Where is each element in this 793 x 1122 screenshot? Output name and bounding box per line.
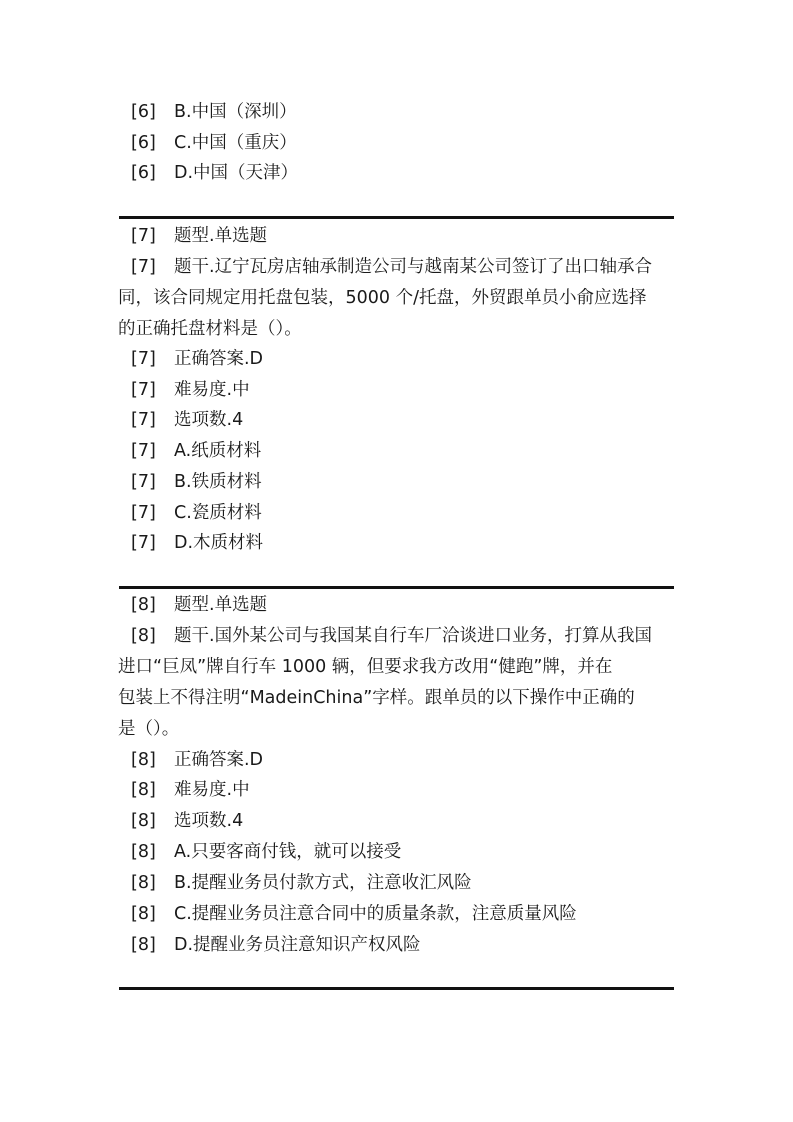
question-tag: [6] <box>131 102 156 122</box>
question-type: 题型.单选题 <box>174 226 268 246</box>
question-tag: [8] <box>131 780 156 800</box>
answer-text: 正确答案.D <box>174 349 264 369</box>
question-tag: [7] <box>131 380 156 400</box>
question-tag: [6] <box>131 163 156 183</box>
option-count-text: 选项数.4 <box>174 410 244 430</box>
question-stem <box>118 621 678 745</box>
question-tag: [7] <box>131 257 156 277</box>
question-tag: [8] <box>131 626 156 646</box>
question-tag: [7] <box>131 441 156 461</box>
question-tag: [8] <box>131 904 156 924</box>
option-text: B.铁质材料 <box>174 472 262 492</box>
stem-first-line <box>118 621 678 652</box>
question-tag: [8] <box>131 750 156 770</box>
option-text: D.中国（天津） <box>174 163 299 183</box>
option-text: A.纸质材料 <box>174 441 262 461</box>
question-tag: [8] <box>131 811 156 831</box>
difficulty-text: 难易度.中 <box>174 780 250 800</box>
question-tag: [7] <box>131 533 156 553</box>
answer-text: 正确答案.D <box>174 750 264 770</box>
question-tag: [7] <box>131 503 156 523</box>
option-text: C.中国（重庆） <box>174 133 297 153</box>
question-tag: [7] <box>131 472 156 492</box>
stem-text: 题干.国外某公司与我国某自行车厂洽谈进口业务，打算从我国 <box>174 626 653 646</box>
option-text: D.提醒业务员注意知识产权风险 <box>174 935 421 955</box>
option-text: A.只要客商付钱，就可以接受 <box>174 842 402 862</box>
option-text: D.木质材料 <box>174 533 264 553</box>
stem-line: 包装上不得注明“MadeinChina”字样。跟单员的以下操作中正确的 <box>118 688 635 708</box>
difficulty-text: 难易度.中 <box>174 380 250 400</box>
section-divider <box>119 216 674 219</box>
question-tag: [8] <box>131 595 156 615</box>
stem-line: 同，该合同规定用托盘包装，5000 个/托盘，外贸跟单员小俞应选择 <box>118 288 647 308</box>
option-text: C.瓷质材料 <box>174 503 262 523</box>
option-text: C.提醒业务员注意合同中的质量条款，注意质量风险 <box>174 904 577 924</box>
stem-line: 进口“巨凤”牌自行车 1000 辆，但要求我方改用“健跑”牌，并在 <box>118 657 613 677</box>
section-divider <box>119 586 674 589</box>
stem-line: 的正确托盘材料是（）。 <box>118 319 302 339</box>
question-tag: [8] <box>131 873 156 893</box>
question-type: 题型.单选题 <box>174 595 268 615</box>
question-tag: [7] <box>131 410 156 430</box>
stem-first-line <box>118 252 678 283</box>
question-tag: [8] <box>131 935 156 955</box>
option-text: B.提醒业务员付款方式，注意收汇风险 <box>174 873 472 893</box>
option-text: B.中国（深圳） <box>174 102 297 122</box>
option-count-text: 选项数.4 <box>174 811 244 831</box>
question-tag: [8] <box>131 842 156 862</box>
stem-line: 是（）。 <box>118 719 180 739</box>
question-tag: [7] <box>131 349 156 369</box>
stem-text: 题干.辽宁瓦房店轴承制造公司与越南某公司签订了出口轴承合 <box>174 257 653 277</box>
question-stem <box>118 252 678 345</box>
question-tag: [6] <box>131 133 156 153</box>
section-divider <box>119 987 674 990</box>
question-tag: [7] <box>131 226 156 246</box>
